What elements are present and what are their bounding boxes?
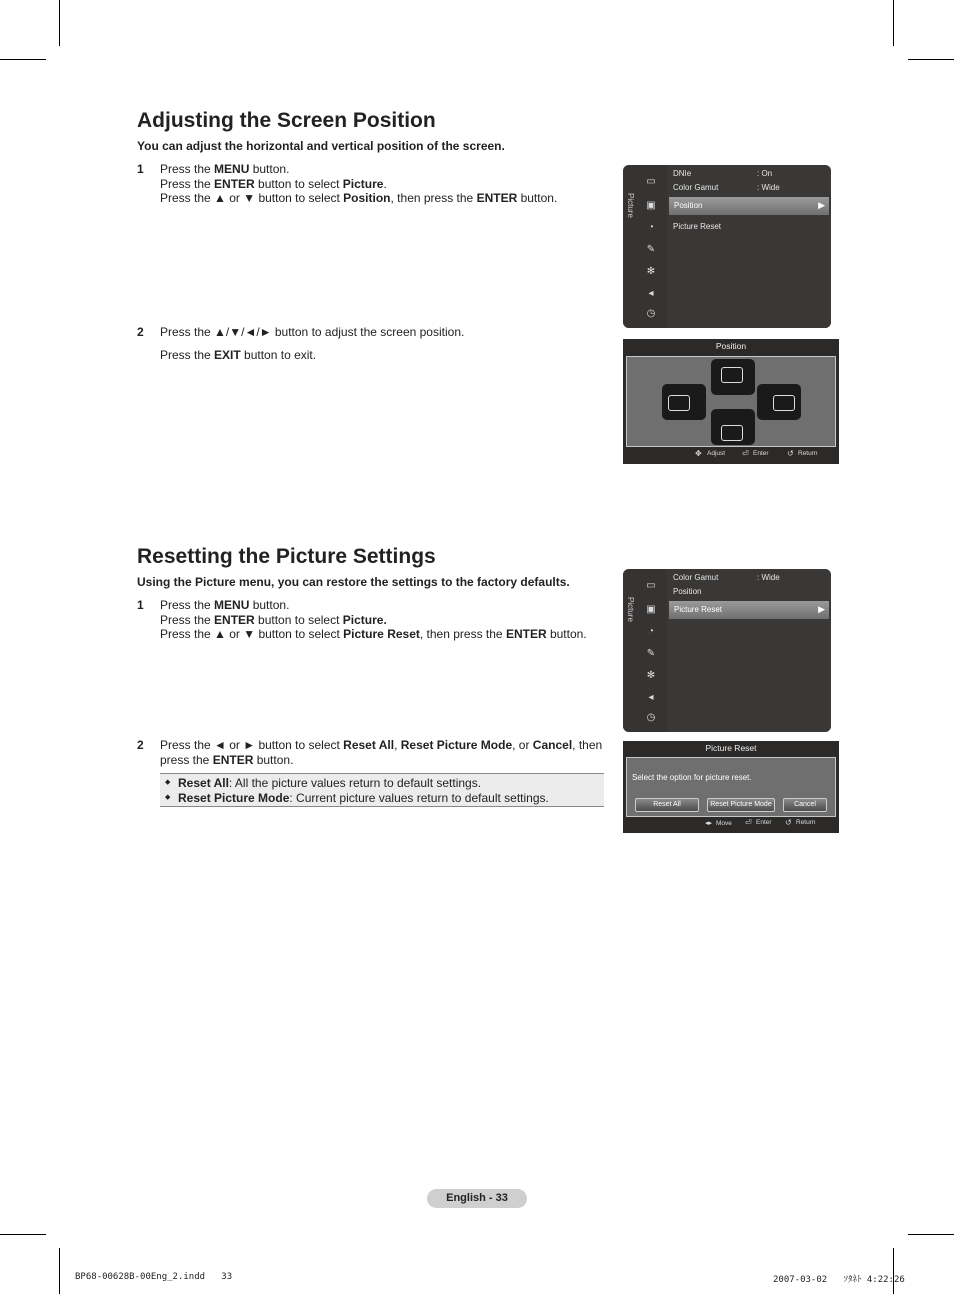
menu-row-label: Color Gamut [673, 573, 719, 582]
menu-row-color-gamut[interactable] [673, 573, 780, 582]
text: Picture. [342, 612, 387, 627]
file-slug-right: 2007-03-02 ｿﾀﾈﾄ 4:22:26 [773, 1275, 905, 1285]
crop-mark [0, 59, 46, 60]
section-title-picture-reset: Resetting the Picture Settings [137, 545, 436, 568]
menu-row-position[interactable] [673, 587, 701, 596]
text: , then [572, 738, 603, 752]
text: MENU [214, 598, 250, 612]
text: ENTER [212, 752, 254, 767]
footer-adjust-label: Adjust [707, 450, 726, 457]
footer-move-label: Move [716, 820, 732, 827]
text: MENU [214, 162, 250, 176]
menu-row-position-selected[interactable] [669, 197, 829, 215]
text: Press the [160, 612, 215, 627]
sound-icon: ◔ [647, 626, 655, 637]
text: Picture Reset [343, 627, 420, 641]
tv-picture-menu [623, 569, 831, 732]
menu-sidebar [623, 165, 667, 328]
text: Press the ▲/▼/◄/► button to adjust the screen position. [160, 325, 465, 339]
note-term: Reset Picture Mode [178, 790, 290, 805]
text: ENTER [505, 627, 547, 641]
text: . [383, 176, 387, 191]
menu-sidebar [623, 569, 667, 732]
menu-category-label: Picture [626, 597, 635, 622]
picture-reset-osd [623, 741, 839, 833]
arrow-right-icon: ▶ [818, 604, 825, 614]
enter-icon: ⏎ [745, 818, 752, 827]
arrow-right-icon: ▶ [818, 200, 825, 210]
input-icon: ▭ [646, 580, 656, 591]
page-number-badge: English - 33 [427, 1189, 527, 1208]
sound-icon: ◔ [647, 222, 655, 233]
footer-return-label: Return [798, 450, 818, 457]
crop-mark [0, 1234, 46, 1235]
menu-row-label: Color Gamut [673, 183, 719, 192]
setup-icon: ✻ [646, 266, 656, 277]
menu-row-value: : Wide [757, 573, 780, 582]
note-item [160, 791, 604, 806]
osd-body [626, 757, 836, 817]
channel-icon: ✎ [646, 244, 656, 255]
text: Reset Picture Mode [400, 738, 513, 752]
cancel-button[interactable]: Cancel [783, 798, 827, 812]
text: button to select [254, 176, 343, 191]
text: button to exit. [240, 347, 317, 362]
setup-icon: ✻ [646, 670, 656, 681]
note-text: : All the picture values return to default settings. [228, 776, 482, 790]
section-title-screen-position: Adjusting the Screen Position [137, 109, 436, 132]
menu-content [667, 165, 831, 328]
picture-icon: ▣ [646, 604, 656, 615]
text: ENTER [214, 612, 255, 627]
text: Press the ◄ or ► button to select [160, 738, 344, 752]
text: button. [253, 752, 294, 767]
osd-title: Position [715, 341, 747, 351]
text: ENTER [476, 191, 518, 205]
return-icon: ↺ [787, 449, 794, 458]
enter-icon: ⏎ [742, 449, 749, 458]
text: ENTER [214, 176, 255, 191]
move-right-button[interactable] [757, 384, 801, 420]
return-icon: ↺ [785, 818, 792, 827]
crop-mark [908, 59, 954, 60]
reset-picture-mode-button[interactable]: Reset Picture Mode [707, 798, 775, 812]
text: , [394, 738, 401, 752]
text: Press the [160, 162, 215, 176]
text: , then press the [390, 191, 477, 205]
text: button. [546, 627, 587, 641]
text: Press the [160, 176, 215, 191]
menu-row-picture-reset-selected[interactable] [669, 601, 829, 619]
text: Reset All [343, 738, 395, 752]
section-intro: Using the Picture menu, you can restore the settings to the factory defaults. [137, 575, 570, 589]
position-osd [623, 339, 839, 464]
function-icon: ◂ [648, 692, 654, 703]
step-number: 2 [137, 738, 144, 752]
step-number: 1 [137, 598, 144, 612]
menu-row-label: Position [674, 201, 703, 210]
support-icon: ◷ [646, 712, 656, 723]
footer-return-label: Return [796, 819, 816, 826]
move-icon: ◂▸ [705, 820, 713, 827]
step-number: 1 [137, 162, 144, 176]
crop-mark [908, 1234, 954, 1235]
menu-row-label: Position [673, 587, 702, 596]
text: button to select [254, 612, 343, 627]
text: , or [512, 738, 533, 752]
note-item [160, 776, 604, 791]
text: button. [249, 162, 290, 176]
text: EXIT [214, 347, 241, 362]
move-up-button[interactable] [711, 359, 755, 395]
text: , then press the [419, 627, 506, 641]
menu-row-value: : Wide [757, 183, 780, 192]
menu-row-label: Picture Reset [674, 605, 723, 614]
picture-icon: ▣ [646, 200, 656, 211]
text: button. [517, 191, 558, 205]
input-icon: ▭ [646, 176, 656, 187]
support-icon: ◷ [646, 308, 656, 319]
crop-mark [59, 0, 60, 46]
crop-mark [59, 1248, 60, 1294]
step-number: 2 [137, 325, 144, 339]
note-term: Reset All [178, 776, 229, 790]
section-intro: You can adjust the horizontal and vertical position of the screen. [137, 139, 505, 153]
menu-content [667, 569, 831, 732]
text: Press the ▲ or ▼ button to select [160, 627, 344, 641]
osd-body [626, 356, 836, 447]
menu-row-picture-reset[interactable] [673, 222, 721, 231]
step-1 [137, 598, 607, 642]
reset-all-button[interactable]: Reset All [635, 798, 699, 812]
note-text: : Current picture values return to default settings. [289, 790, 549, 805]
menu-row-label: Picture Reset [673, 222, 722, 231]
move-down-button[interactable] [711, 409, 755, 445]
menu-row-dnie[interactable] [673, 169, 773, 178]
move-left-button[interactable] [662, 384, 706, 420]
menu-row-value: : On [757, 169, 773, 178]
step-2 [137, 325, 607, 362]
function-icon: ◂ [648, 288, 654, 299]
crop-mark [893, 0, 894, 46]
menu-row-color-gamut[interactable] [673, 183, 780, 192]
adjust-icon: ✥ [695, 449, 702, 458]
step-1 [137, 162, 607, 206]
text: Press the [160, 598, 215, 612]
text: button. [249, 598, 290, 612]
tv-picture-menu [623, 165, 831, 328]
text: Position [343, 191, 391, 205]
step-2 [137, 738, 607, 767]
text: Press the [160, 347, 215, 362]
text: Picture [342, 176, 384, 191]
text: Cancel [532, 738, 573, 752]
file-slug-left: BP68-00628B-00Eng_2.indd 33 [75, 1272, 233, 1282]
osd-title: Picture Reset [705, 743, 757, 753]
footer-enter-label: Enter [756, 819, 772, 826]
channel-icon: ✎ [646, 648, 656, 659]
footer-enter-label: Enter [753, 450, 769, 457]
menu-category-label: Picture [626, 193, 635, 218]
crop-mark [893, 1248, 894, 1294]
osd-message: Select the option for picture reset. [632, 773, 752, 782]
note-box [160, 773, 604, 807]
text: press the [160, 752, 213, 767]
text: Press the ▲ or ▼ button to select [160, 191, 344, 205]
menu-row-label: DNIe [673, 169, 692, 178]
